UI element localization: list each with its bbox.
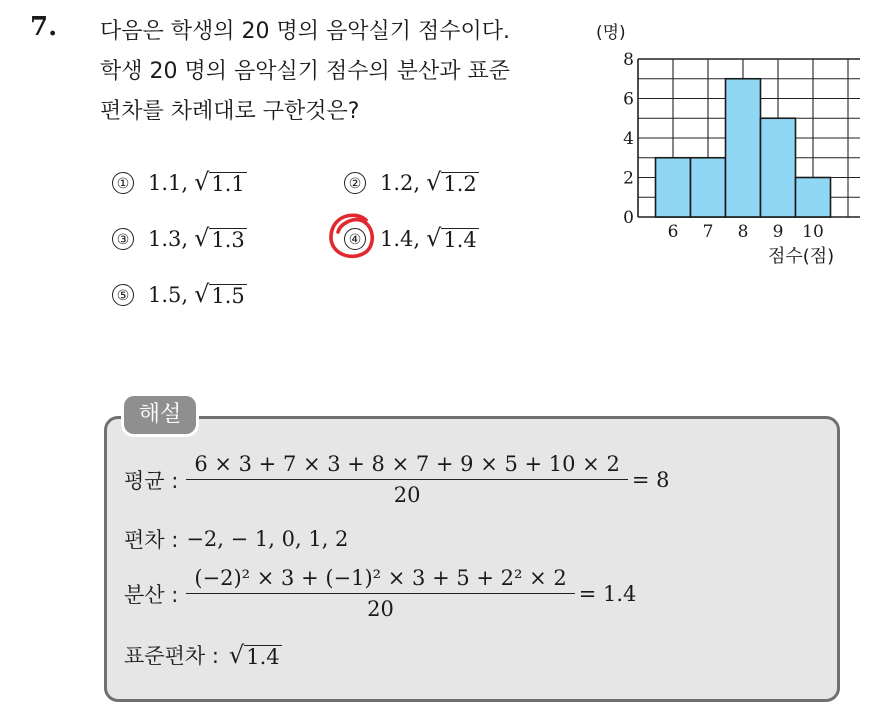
bar-6 [656,158,691,217]
bar-9 [761,118,796,217]
std-dev-row [124,640,282,670]
sqrt-expression: √ 1.5 [194,280,245,308]
solution-tag: 해설 [124,396,196,434]
choice-value: 1.4, [380,226,421,251]
question-number: 7. [30,12,58,42]
mean-fraction [190,452,624,507]
sqrt-expression: √ 1.3 [194,224,245,252]
choice-value: 1.5, [148,282,189,307]
bar-8 [726,79,761,217]
radicand: 1.4 [443,228,477,252]
question-line-2: 학생 20 명의 음악실기 점수의 분산과 표준 [100,59,510,84]
variance-denominator: 20 [186,593,574,621]
choice-2[interactable] [344,170,479,195]
mean-label: 평균 : [124,468,179,493]
bar-7 [691,158,726,217]
score-histogram [590,18,860,270]
question-line-3: 편차를 차례대로 구한것은? [100,99,360,124]
std-dev-label: 표준편차 : [124,644,219,668]
y-tick-label: 0 [623,208,634,228]
x-tick-label: 9 [772,222,784,242]
variance-fraction [190,566,570,621]
radicand: 1.3 [211,228,245,252]
choice-mark: ① [112,172,134,194]
mean-numerator: 6 × 3 + 7 × 3 + 8 × 7 + 9 × 5 + 10 × 2 [194,452,620,476]
radicand: 1.2 [443,172,477,196]
x-tick-label: 7 [702,222,714,242]
deviation-row [124,524,348,554]
radicand: 1.1 [211,172,245,196]
y-tick-label: 8 [623,50,634,70]
sqrt-expression: √ 1.2 [426,168,477,196]
mean-result: = 8 [631,467,670,492]
variance-result: = 1.4 [578,581,637,606]
choice-mark: ④ [344,228,366,250]
choice-3[interactable] [112,226,247,251]
answer-circle-mark [326,212,378,264]
x-tick-label: 6 [667,222,679,242]
question-line-1: 다음은 학생의 20 명의 음악실기 점수이다. [100,19,510,44]
y-tick-label: 6 [623,89,634,110]
y-tick-labels [623,50,634,228]
choice-5[interactable] [112,282,247,307]
chart-bars [656,79,831,217]
sqrt-expression: √ 1.4 [426,224,477,252]
y-axis-label: (명) [596,23,626,43]
x-tick-label: 10 [802,222,824,242]
y-tick-label: 2 [623,168,634,189]
variance-numerator: (−2)² × 3 + (−1)² × 3 + 5 + 2² × 2 [194,566,567,590]
x-axis-label: 점수(점) [768,246,835,267]
y-tick-label: 4 [623,129,634,149]
radicand: 1.5 [211,284,245,308]
choice-mark: ③ [112,228,134,250]
x-tick-labels [668,222,824,242]
deviation-values: −2, − 1, 0, 1, 2 [186,527,349,551]
radicand: 1.4 [246,644,280,669]
deviation-label: 편차 : [124,528,179,552]
x-tick-label: 8 [737,222,749,242]
choice-mark: ② [344,172,366,194]
bar-10 [796,178,831,218]
variance-row [124,566,636,621]
choice-mark: ⑤ [112,284,134,306]
choice-value: 1.3, [148,226,189,251]
mean-denominator: 20 [186,479,628,507]
choice-value: 1.2, [380,170,421,195]
variance-label: 분산 : [124,582,179,607]
mean-row [124,452,669,507]
sqrt-expression: √ 1.1 [194,168,245,196]
choice-1[interactable] [112,170,247,195]
choice-value: 1.1, [148,170,189,195]
sqrt-expression: √ 1.4 [228,640,280,669]
